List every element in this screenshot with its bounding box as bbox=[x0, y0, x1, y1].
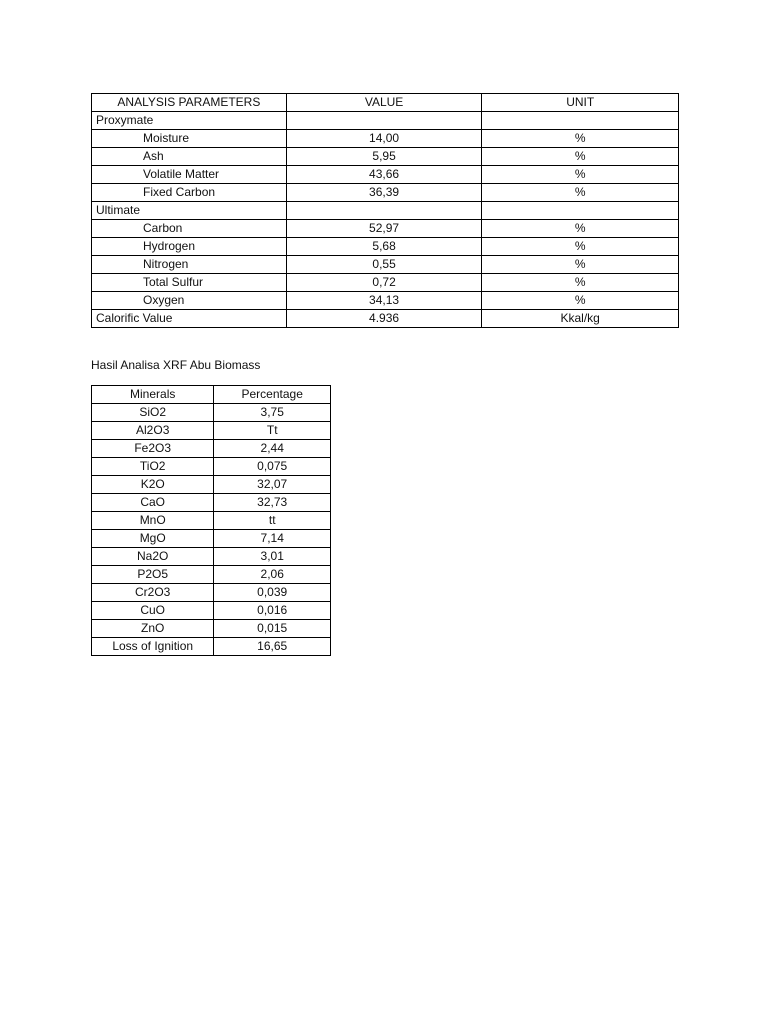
mineral-name: MnO bbox=[92, 512, 214, 530]
mineral-name: CuO bbox=[92, 602, 214, 620]
mineral-name: CaO bbox=[92, 494, 214, 512]
mineral-percentage: 2,06 bbox=[214, 566, 331, 584]
parameter-unit: % bbox=[482, 148, 679, 166]
parameter-value: 34,13 bbox=[286, 292, 482, 310]
mineral-percentage: 0,016 bbox=[214, 602, 331, 620]
parameter-value: 4.936 bbox=[286, 310, 482, 328]
parameter-label: Ash bbox=[92, 148, 287, 166]
table-row bbox=[92, 220, 679, 238]
mineral-percentage: 16,65 bbox=[214, 638, 331, 656]
parameter-value: 52,97 bbox=[286, 220, 482, 238]
parameter-unit bbox=[482, 202, 679, 220]
mineral-name: Loss of Ignition bbox=[92, 638, 214, 656]
parameter-label: Hydrogen bbox=[92, 238, 287, 256]
parameter-value: 14,00 bbox=[286, 130, 482, 148]
mineral-percentage: 3,01 bbox=[214, 548, 331, 566]
parameter-label: Proxymate bbox=[92, 112, 287, 130]
table-row bbox=[92, 638, 331, 656]
parameter-label: Total Sulfur bbox=[92, 274, 287, 292]
table-row bbox=[92, 476, 331, 494]
parameter-label: Ultimate bbox=[92, 202, 287, 220]
mineral-percentage: Tt bbox=[214, 422, 331, 440]
analysis-header-value: VALUE bbox=[286, 94, 482, 112]
table-row bbox=[92, 602, 331, 620]
table-row bbox=[92, 620, 331, 638]
parameter-value: 5,68 bbox=[286, 238, 482, 256]
mineral-name: MgO bbox=[92, 530, 214, 548]
parameter-unit: % bbox=[482, 238, 679, 256]
analysis-table-body bbox=[92, 112, 679, 328]
parameter-value bbox=[286, 112, 482, 130]
table-row bbox=[92, 458, 331, 476]
parameter-value: 36,39 bbox=[286, 184, 482, 202]
parameter-label: Moisture bbox=[92, 130, 287, 148]
table-row bbox=[92, 112, 679, 130]
mineral-percentage: 2,44 bbox=[214, 440, 331, 458]
analysis-header-row bbox=[92, 94, 679, 112]
table-row bbox=[92, 548, 331, 566]
mineral-percentage: 32,07 bbox=[214, 476, 331, 494]
mineral-percentage: 0,075 bbox=[214, 458, 331, 476]
parameter-value: 43,66 bbox=[286, 166, 482, 184]
mineral-name: K2O bbox=[92, 476, 214, 494]
parameter-label: Nitrogen bbox=[92, 256, 287, 274]
parameter-label: Oxygen bbox=[92, 292, 287, 310]
table-row bbox=[92, 422, 331, 440]
mineral-name: P2O5 bbox=[92, 566, 214, 584]
xrf-section-title: Hasil Analisa XRF Abu Biomass bbox=[91, 358, 261, 372]
table-row bbox=[92, 566, 331, 584]
table-row bbox=[92, 440, 331, 458]
xrf-header-row bbox=[92, 386, 331, 404]
mineral-name: Cr2O3 bbox=[92, 584, 214, 602]
parameter-value: 0,55 bbox=[286, 256, 482, 274]
mineral-name: SiO2 bbox=[92, 404, 214, 422]
parameter-unit: % bbox=[482, 184, 679, 202]
parameter-unit: % bbox=[482, 220, 679, 238]
table-row bbox=[92, 274, 679, 292]
table-row bbox=[92, 530, 331, 548]
mineral-name: Al2O3 bbox=[92, 422, 214, 440]
mineral-percentage: 7,14 bbox=[214, 530, 331, 548]
analysis-parameters-table bbox=[91, 93, 679, 328]
table-row bbox=[92, 512, 331, 530]
table-row bbox=[92, 494, 331, 512]
parameter-unit: % bbox=[482, 166, 679, 184]
mineral-percentage: 0,039 bbox=[214, 584, 331, 602]
table-row bbox=[92, 292, 679, 310]
parameter-value: 5,95 bbox=[286, 148, 482, 166]
table-row bbox=[92, 184, 679, 202]
table-row bbox=[92, 310, 679, 328]
table-row bbox=[92, 130, 679, 148]
xrf-minerals-table bbox=[91, 385, 331, 656]
table-row bbox=[92, 238, 679, 256]
mineral-percentage: 3,75 bbox=[214, 404, 331, 422]
mineral-name: ZnO bbox=[92, 620, 214, 638]
parameter-label: Fixed Carbon bbox=[92, 184, 287, 202]
parameter-unit: Kkal/kg bbox=[482, 310, 679, 328]
xrf-header-percentage: Percentage bbox=[214, 386, 331, 404]
table-row bbox=[92, 202, 679, 220]
analysis-header-unit: UNIT bbox=[482, 94, 679, 112]
parameter-unit bbox=[482, 112, 679, 130]
parameter-label: Volatile Matter bbox=[92, 166, 287, 184]
analysis-header-parameters: ANALYSIS PARAMETERS bbox=[92, 94, 287, 112]
parameter-unit: % bbox=[482, 130, 679, 148]
parameter-value: 0,72 bbox=[286, 274, 482, 292]
table-row bbox=[92, 404, 331, 422]
xrf-table-body bbox=[92, 404, 331, 656]
table-row bbox=[92, 148, 679, 166]
mineral-name: Fe2O3 bbox=[92, 440, 214, 458]
mineral-name: TiO2 bbox=[92, 458, 214, 476]
table-row bbox=[92, 166, 679, 184]
parameter-value bbox=[286, 202, 482, 220]
parameter-unit: % bbox=[482, 274, 679, 292]
xrf-header-minerals: Minerals bbox=[92, 386, 214, 404]
parameter-unit: % bbox=[482, 256, 679, 274]
mineral-percentage: 0,015 bbox=[214, 620, 331, 638]
parameter-label: Carbon bbox=[92, 220, 287, 238]
table-row bbox=[92, 256, 679, 274]
mineral-name: Na2O bbox=[92, 548, 214, 566]
mineral-percentage: 32,73 bbox=[214, 494, 331, 512]
parameter-unit: % bbox=[482, 292, 679, 310]
parameter-label: Calorific Value bbox=[92, 310, 287, 328]
table-row bbox=[92, 584, 331, 602]
mineral-percentage: tt bbox=[214, 512, 331, 530]
